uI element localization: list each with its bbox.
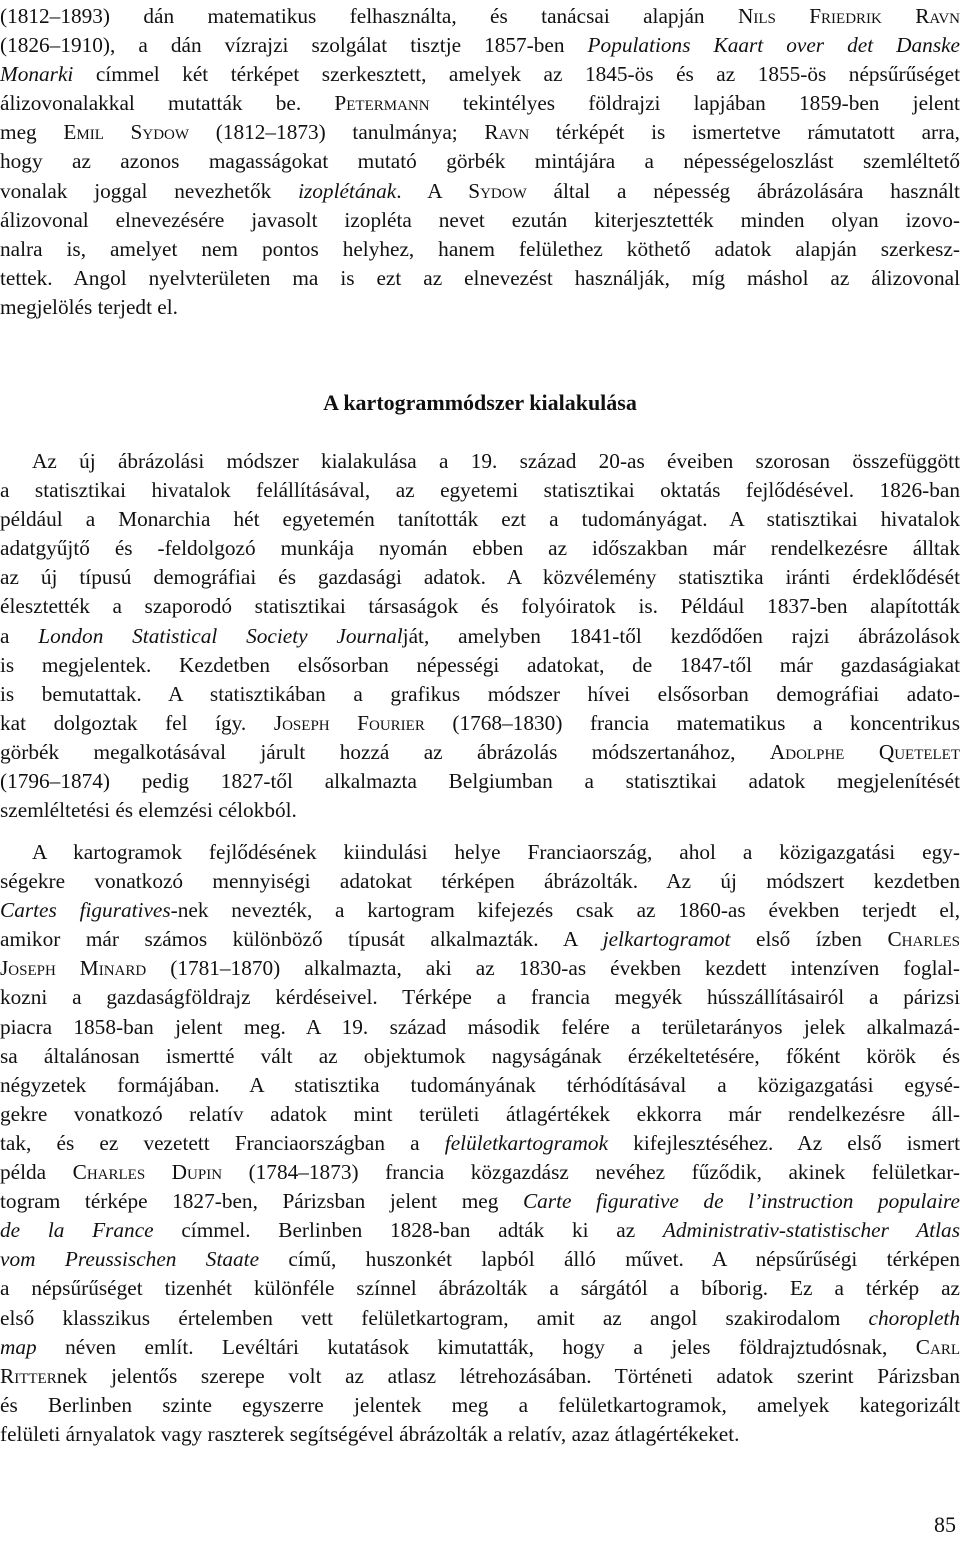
name-run: Nils Friedrik Ravn	[737, 4, 960, 28]
text-line	[0, 118, 960, 147]
text-line	[0, 1042, 960, 1071]
text-line	[0, 1391, 960, 1420]
text-run: élesztették a szaporodó statisztikai társaságok és folyóiratok is. Például 1837-ben alapították	[0, 594, 960, 619]
text-line	[0, 1245, 960, 1274]
text-line	[0, 89, 960, 118]
italic-run: Carte figurative de l’instruction populaire	[522, 1189, 960, 1214]
text-line	[0, 1274, 960, 1303]
text-run: . A	[396, 178, 469, 203]
section-title: A kartogrammódszer kialakulása	[323, 390, 637, 415]
text-run: példa	[0, 1160, 73, 1185]
italic-run: vom Preussischen Staate	[0, 1247, 260, 1272]
text-run: tettek. Angol nyelvterületen ma is ezt az elnevezést használják, míg máshol az álizovonal	[0, 265, 960, 290]
text-line	[0, 1187, 960, 1216]
italic-run: Populations Kaart over det Danske	[587, 33, 960, 58]
text-line	[0, 867, 960, 896]
text-run: (1812–1893) dán matematikus felhasználta, és tanácsai alapján	[0, 4, 738, 28]
name-run: Charles	[887, 927, 960, 952]
name-run: Charles Dupin	[72, 1160, 223, 1185]
text-run: megjelölés terjedt el.	[0, 294, 178, 319]
text-run: tekintélyes földrajzi lapjában 1859-ben jelent	[429, 91, 960, 116]
name-run: Joseph Minard	[0, 956, 147, 981]
text-line	[0, 534, 960, 563]
text-run: a népsűrűséget tizenhét különféle színnel ábrázolták a sárgától a bíborig. Ez a térkép az	[0, 1276, 960, 1301]
text-run: az új típusú demográfiai és gazdasági adatok. A közvélemény statisztika iránti érdeklődését	[0, 565, 960, 590]
text-run: ját, amelyben 1841-től kezdődően rajzi ábrázolások	[402, 623, 960, 648]
text-line	[0, 447, 960, 476]
page-number: 85	[934, 1512, 956, 1537]
text-line	[0, 476, 960, 505]
name-run: Carl	[915, 1334, 960, 1359]
text-line	[0, 796, 960, 825]
text-line	[0, 1420, 960, 1449]
text-line	[0, 293, 960, 322]
text-line	[0, 31, 960, 60]
text-line	[0, 60, 960, 89]
name-run: Sydow	[468, 178, 527, 203]
text-run: által a népesség ábrázolására használt	[526, 178, 960, 203]
text-run: álizovonalakkal mutatták be.	[0, 91, 335, 116]
text-run: első ízben	[730, 927, 888, 952]
text-run: és Berlinben szinte egyszerre jelentek meg a felületkartogramok, amelyek kategorizált	[0, 1392, 960, 1417]
text-run: című, huszonkét lapból álló művet. A népsűrűségi térképen	[259, 1247, 960, 1272]
text-run: címmel két térképet szerkesztett, amelyek az 1845-ös és az 1855-ös népsűrűséget	[73, 62, 960, 87]
text-line	[0, 925, 960, 954]
name-run: Joseph Fourier	[273, 710, 425, 735]
text-line	[0, 983, 960, 1012]
text-run: -nek nevezték, a kartogram kifejezés csak az 1860-as években terjedt el,	[170, 898, 960, 923]
text-run: szemléltetési és elemzési célokból.	[0, 798, 297, 823]
text-run: (1812–1873) tanulmánya;	[189, 120, 485, 145]
text-run: adatgyűjtő és -feldolgozó munkája nyomán ebben az időszakban már rendelkezésre álltak	[0, 536, 960, 561]
text-run: négyzetek formájában. A statisztika tudományának térhódításával a közigazgatási egysé-	[0, 1072, 960, 1097]
text-run: is bemutattak. A statisztikában a grafikus módszer hívei elsősorban demográfiai adato-	[0, 681, 960, 706]
text-line	[0, 235, 960, 264]
text-line	[0, 563, 960, 592]
text-run: például a Monarchia hét egyetemén tanították ezt a tudományágat. A statisztikai hivatalok	[0, 507, 960, 532]
text-run: címmel. Berlinben 1828-ban adták ki az	[153, 1218, 663, 1243]
name-run: Ravn	[484, 120, 530, 145]
name-run: Petermann	[334, 91, 430, 116]
text-run: görbék megalkotásával járult hozzá az ábrázolás módszertanához,	[0, 739, 770, 764]
text-line	[0, 1216, 960, 1245]
italic-run: de la France	[0, 1218, 154, 1243]
text-run: (1796–1874) pedig 1827-től alkalmazta Belgiumban a statisztikai adatok megjelenítését	[0, 769, 960, 794]
italic-run: choropleth	[868, 1305, 960, 1330]
text-run: kat dolgoztak fel így.	[0, 710, 274, 735]
text-line	[0, 264, 960, 293]
italic-run: Monarki	[0, 62, 74, 87]
text-run: tak, és ez vezetett Franciaországban a	[0, 1130, 445, 1155]
text-line	[0, 1013, 960, 1042]
text-line	[0, 1362, 960, 1391]
text-line	[0, 206, 960, 235]
text-run: (1784–1873) francia közgazdász nevéhez fűződik, akinek felületkar-	[222, 1160, 960, 1185]
text-line	[0, 954, 960, 983]
text-line	[0, 622, 960, 651]
text-run: vonalak joggal nevezhetők	[0, 178, 299, 203]
italic-run: izoplétának	[298, 178, 397, 203]
text-line	[0, 1100, 960, 1129]
text-line	[0, 896, 960, 925]
text-line	[0, 838, 960, 867]
text-run: kifejlesztéséhez. Az első ismert	[608, 1130, 960, 1155]
text-line	[0, 738, 960, 767]
text-run: kozni a gazdaságföldrajz kérdéseivel. Térképe a francia megyék hússzállításairól a párizsi	[0, 985, 960, 1010]
text-run: piacra 1858-ban jelent meg. A 19. század második felére a területarányos jelek alkalmazá-	[0, 1014, 960, 1039]
text-run: ségekre vonatkozó mennyiségi adatokat térképen ábrázolták. Az új módszert kezdetben	[0, 869, 960, 894]
text-line	[0, 767, 960, 796]
text-run: Az új ábrázolási módszer kialakulása a 19. század 20-as éveiben szorosan összefüggött	[32, 449, 960, 473]
text-run: a	[0, 623, 39, 648]
text-run: nalra is, amelyet nem pontos helyhez, hanem felülethez köthető adatok alapján szerkesz-	[0, 236, 960, 261]
italic-run: jelkartogramot	[602, 927, 731, 952]
text-line	[0, 651, 960, 680]
text-line	[0, 505, 960, 534]
text-run: felületi árnyalatok vagy raszterek segítségével ábrázolták a relatív, azaz átlagértékeket.	[0, 1421, 740, 1446]
text-line	[0, 1129, 960, 1158]
paragraph-2	[0, 447, 960, 825]
text-run: (1768–1830) francia matematikus a koncentrikus	[424, 710, 960, 735]
text-line	[0, 1158, 960, 1187]
italic-run: Cartes figuratives	[0, 898, 171, 923]
text-run: meg	[0, 120, 64, 145]
text-run: is megjelentek. Kezdetben elsősorban népességi adatokat, de 1847-től már gazdaságiakat	[0, 652, 960, 677]
text-run: (1826–1910), a dán vízrajzi szolgálat tisztje 1857-ben	[0, 33, 588, 58]
paragraph-1	[0, 2, 960, 322]
text-run: (1781–1870) alkalmazta, aki az 1830-as években kezdett intenzíven foglal-	[146, 956, 960, 981]
text-run: A kartogramok fejlődésének kiindulási helye Franciaország, ahol a közigazgatási egy-	[32, 840, 960, 864]
text-run: álizovonal elnevezésére javasolt izopléta nevet ezután kiterjesztették minden olyan izovo-	[0, 207, 960, 232]
paragraph-3	[0, 838, 960, 1449]
italic-run: Administrativ-statistischer Atlas	[662, 1218, 960, 1243]
italic-run: map	[0, 1334, 37, 1359]
name-run: Emil Sydow	[63, 120, 190, 145]
text-run: sa általánosan ismertté vált az objektumok nagyságának érzékeltetésére, főként körök és	[0, 1043, 960, 1068]
text-line	[0, 177, 960, 206]
name-run: Adolphe Quetelet	[769, 739, 960, 764]
text-run: térképét is ismertetve rámutatott arra,	[529, 120, 960, 145]
text-line	[0, 1304, 960, 1333]
text-run: gekre vonatkozó relatív adatok mint területi átlagértékek ekkorra már rendelkezésre áll-	[0, 1101, 960, 1126]
text-run: togram térképe 1827-ben, Párizsban jelent meg	[0, 1189, 523, 1214]
text-run: első klasszikus értelemben vett felületkartogram, amit az angol szakirodalom	[0, 1305, 869, 1330]
text-line	[0, 709, 960, 738]
italic-run: felületkartogramok	[444, 1130, 609, 1155]
name-run: Ritter	[0, 1363, 57, 1388]
text-run: a statisztikai hivatalok felállításával, az egyetemi statisztikai oktatás fejlődésével. 1826-ban	[0, 478, 960, 503]
text-run: amikor már számos különböző típusát alkalmazták. A	[0, 927, 603, 952]
text-line	[0, 680, 960, 709]
text-run: néven említ. Levéltári kutatások kimutatták, hogy a jeles földrajztudósnak,	[36, 1334, 916, 1359]
text-line	[0, 592, 960, 621]
text-line	[0, 1071, 960, 1100]
italic-run: London Statistical Society Journal	[38, 623, 403, 648]
text-run: hogy az azonos magasságokat mutató görbék mintájára a népességeloszlást szemléltető	[0, 149, 960, 174]
text-line	[0, 147, 960, 176]
text-run: nek jelentős szerepe volt az atlasz létrehozásában. Történeti adatok szerint Párizsban	[56, 1363, 960, 1388]
text-line	[0, 2, 960, 31]
text-line	[0, 1333, 960, 1362]
